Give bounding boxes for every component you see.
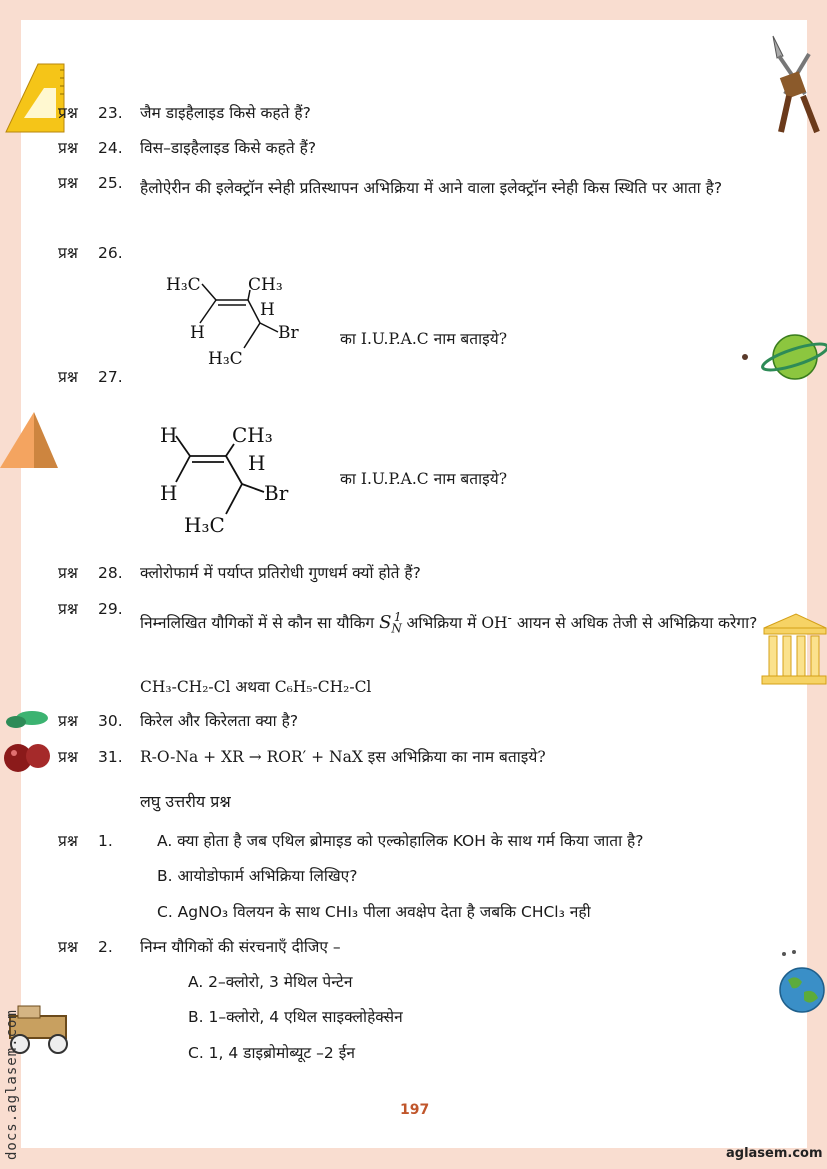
oh-charge: -: [507, 610, 512, 626]
page-number: 197: [400, 1102, 430, 1118]
question-part: B. 1–क्लोरो, 4 एथिल साइक्लोहेक्सेन: [188, 1008, 403, 1026]
structure-27: [156, 418, 316, 543]
atom-label: H: [260, 300, 275, 320]
question-part: C. AgNO₃ विलयन के साथ CHI₃ पीला अवक्षेप देता है जबकि CHCl₃ नही: [157, 903, 591, 921]
question-28: [58, 562, 136, 584]
sn1-sub: N: [391, 621, 402, 636]
atom-label: Br: [264, 481, 289, 505]
question-number: 25.: [98, 174, 123, 192]
question-label: प्रश्न: [58, 368, 78, 386]
watermark: docs.aglasem.com: [4, 1009, 20, 1160]
question-label: प्रश्न: [58, 564, 78, 582]
question-number: 24.: [98, 139, 123, 157]
sn1-s: S: [379, 612, 392, 633]
question-label: प्रश्न: [58, 600, 78, 618]
question-label: प्रश्न: [58, 244, 78, 262]
question-text: का I.U.P.A.C नाम बताइये?: [340, 470, 508, 488]
question-23: [58, 102, 136, 124]
section-heading: लघु उत्तरीय प्रश्न: [140, 792, 231, 811]
question-part: B. आयोडोफार्म अभिक्रिया लिखिए?: [157, 867, 358, 885]
oh-label: OH: [481, 614, 508, 632]
question-31: [58, 746, 136, 768]
question-29: [58, 598, 136, 620]
question-27: [58, 366, 136, 388]
question-number: 28.: [98, 564, 123, 582]
question-label: प्रश्न: [58, 139, 78, 157]
cherry-icon: [2, 706, 56, 780]
atom-label: Br: [278, 323, 299, 343]
atom-label: H₃C: [166, 275, 201, 295]
question-text-part: आयन से अधिक तेजी से अभिक्रिया करेगा?: [516, 614, 758, 632]
question-25: [58, 172, 136, 194]
question-text: हैलोऐरीन की इलेक्ट्रॉन स्नेही प्रतिस्थापन अभिक्रिया में आने वाला इलेक्ट्रॉन स्नेही किस स्थिति पर आता है?: [140, 179, 723, 197]
question-text: किरेल और किरेलता क्या है?: [140, 712, 299, 730]
atom-label: H: [248, 451, 266, 475]
atom-label: H₃C: [184, 513, 225, 537]
question-label: प्रश्न: [58, 174, 78, 192]
pyramid-icon: [0, 410, 60, 470]
question-text: विस–डाइहैलाइड किसे कहते हैं?: [140, 139, 317, 157]
question-number: 23.: [98, 104, 123, 122]
question-number: 27.: [98, 368, 123, 386]
question-text: क्लोरोफार्म में पर्याप्त प्रतिरोधी गुणधर्म क्यों होते हैं?: [140, 564, 421, 582]
structure-26: [160, 268, 320, 373]
atom-label: CH₃: [232, 423, 273, 447]
short-question-1: [58, 830, 136, 852]
question-number: 31.: [98, 748, 123, 766]
question-text-part: निम्नलिखित यौगिकों में से कौन सा यौकिग: [140, 614, 375, 632]
atom-label: CH₃: [248, 275, 283, 295]
question-label: प्रश्न: [58, 938, 78, 956]
question-number: 29.: [98, 600, 123, 618]
question-24: [58, 137, 136, 159]
question-30: [58, 710, 136, 732]
question-number: 1.: [98, 832, 113, 850]
question-number: 26.: [98, 244, 123, 262]
question-label: प्रश्न: [58, 748, 78, 766]
atom-label: H: [160, 481, 178, 505]
ruler-icon: [4, 60, 66, 134]
question-text-part: अभिक्रिया में: [406, 614, 477, 632]
question-label: प्रश्न: [58, 104, 78, 122]
atom-label: H₃C: [208, 349, 243, 369]
question-label: प्रश्न: [58, 712, 78, 730]
short-question-2: [58, 936, 136, 958]
atom-label: H: [160, 423, 178, 447]
question-text: का I.U.P.A.C नाम बताइये?: [340, 330, 508, 348]
compounds: CH₃-CH₂-Cl अथवा C₆H₅-CH₂-Cl: [140, 678, 372, 696]
question-text: [140, 598, 790, 648]
brand-link[interactable]: aglasem.com: [726, 1146, 823, 1161]
question-text: निम्न यौगिकों की संरचनाएँ दीजिए –: [140, 938, 341, 956]
question-number: 30.: [98, 712, 123, 730]
question-label: प्रश्न: [58, 832, 78, 850]
earth-icon: [776, 946, 827, 1016]
sn1-symbol: [379, 610, 402, 636]
oh-ion: [481, 610, 512, 632]
planet-icon: [740, 330, 827, 384]
question-26: [58, 242, 136, 264]
question-part: C. 1, 4 डाइब्रोमोब्यूट –2 ईन: [188, 1044, 355, 1062]
question-part: A. क्या होता है जब एथिल ब्रोमाइड को एल्कोहालिक KOH के साथ गर्म किया जाता है?: [157, 832, 644, 850]
question-part: A. 2–क्लोरो, 3 मेथिल पेन्टेन: [188, 973, 353, 991]
atom-label: H: [190, 323, 205, 343]
question-text: R-O-Na + XR → ROR′ + NaX इस अभिक्रिया का नाम बताइये?: [140, 748, 546, 766]
sn1-sup: 1: [393, 610, 402, 624]
question-number: 2.: [98, 938, 113, 956]
question-text: जैम डाइहैलाइड किसे कहते हैं?: [140, 104, 311, 122]
